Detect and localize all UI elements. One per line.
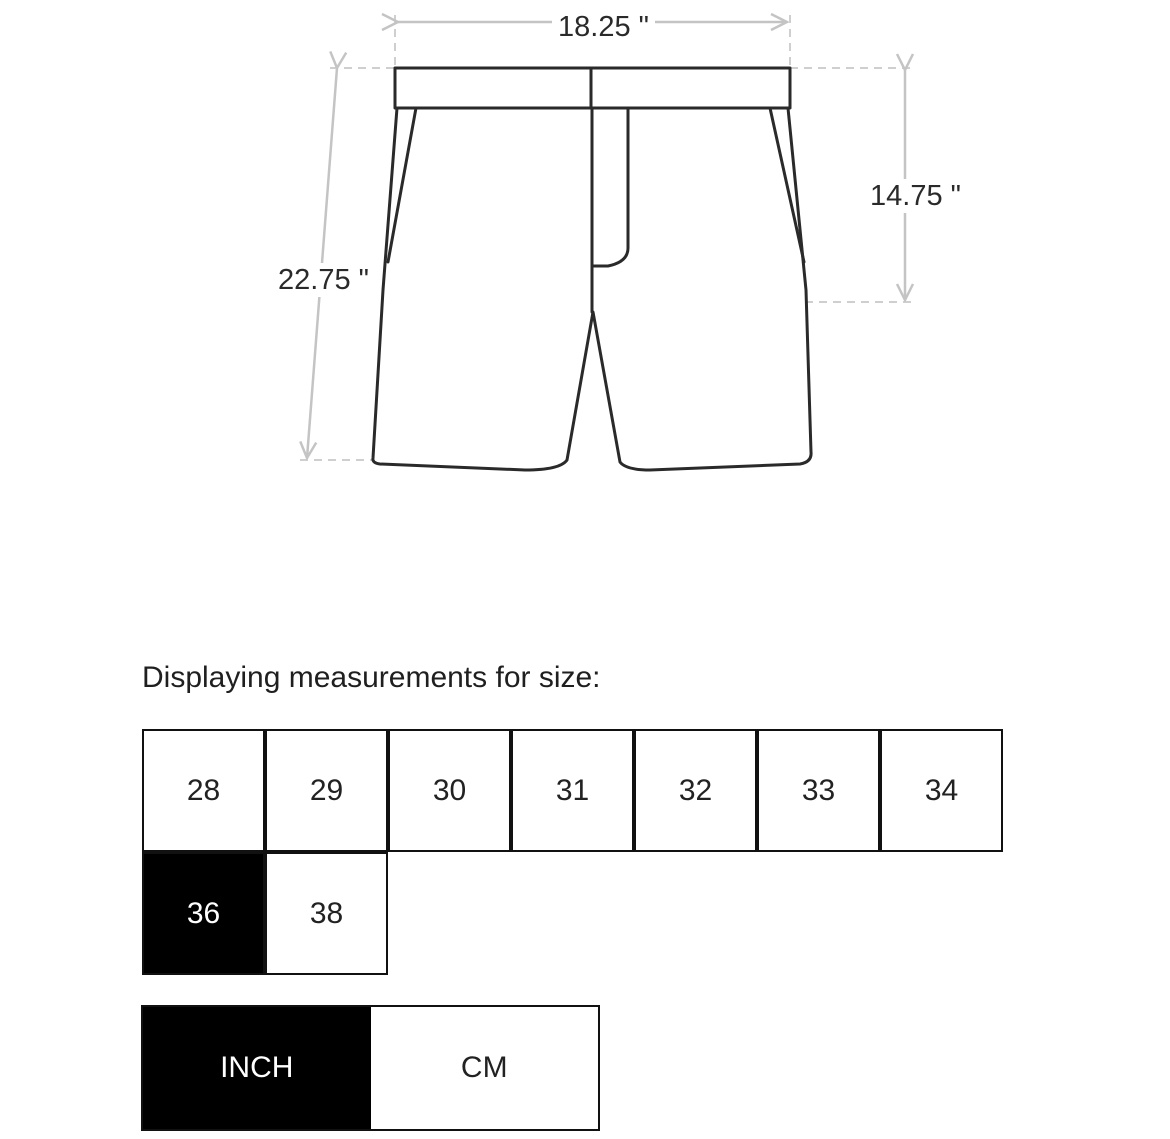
size-option-29[interactable]: 29 [265, 729, 388, 852]
size-option-30[interactable]: 30 [388, 729, 511, 852]
size-option-36[interactable]: 36 [142, 852, 265, 975]
size-option-33[interactable]: 33 [757, 729, 880, 852]
size-option-31[interactable]: 31 [511, 729, 634, 852]
size-option-34[interactable]: 34 [880, 729, 1003, 852]
outseam-length-label: 22.75 " [278, 264, 369, 296]
unit-inch-button[interactable]: INCH [143, 1007, 371, 1129]
size-option-38[interactable]: 38 [265, 852, 388, 975]
shorts-measurement-diagram [0, 0, 1170, 520]
unit-toggle [141, 1005, 600, 1131]
unit-cm-button[interactable]: CM [371, 1007, 599, 1129]
size-option-32[interactable]: 32 [634, 729, 757, 852]
size-selector-heading: Displaying measurements for size: [142, 661, 601, 694]
inseam-label: 14.75 " [870, 180, 961, 212]
size-option-28[interactable]: 28 [142, 729, 265, 852]
waist-width-label: 18.25 " [552, 10, 655, 44]
shorts-outline [373, 68, 811, 470]
